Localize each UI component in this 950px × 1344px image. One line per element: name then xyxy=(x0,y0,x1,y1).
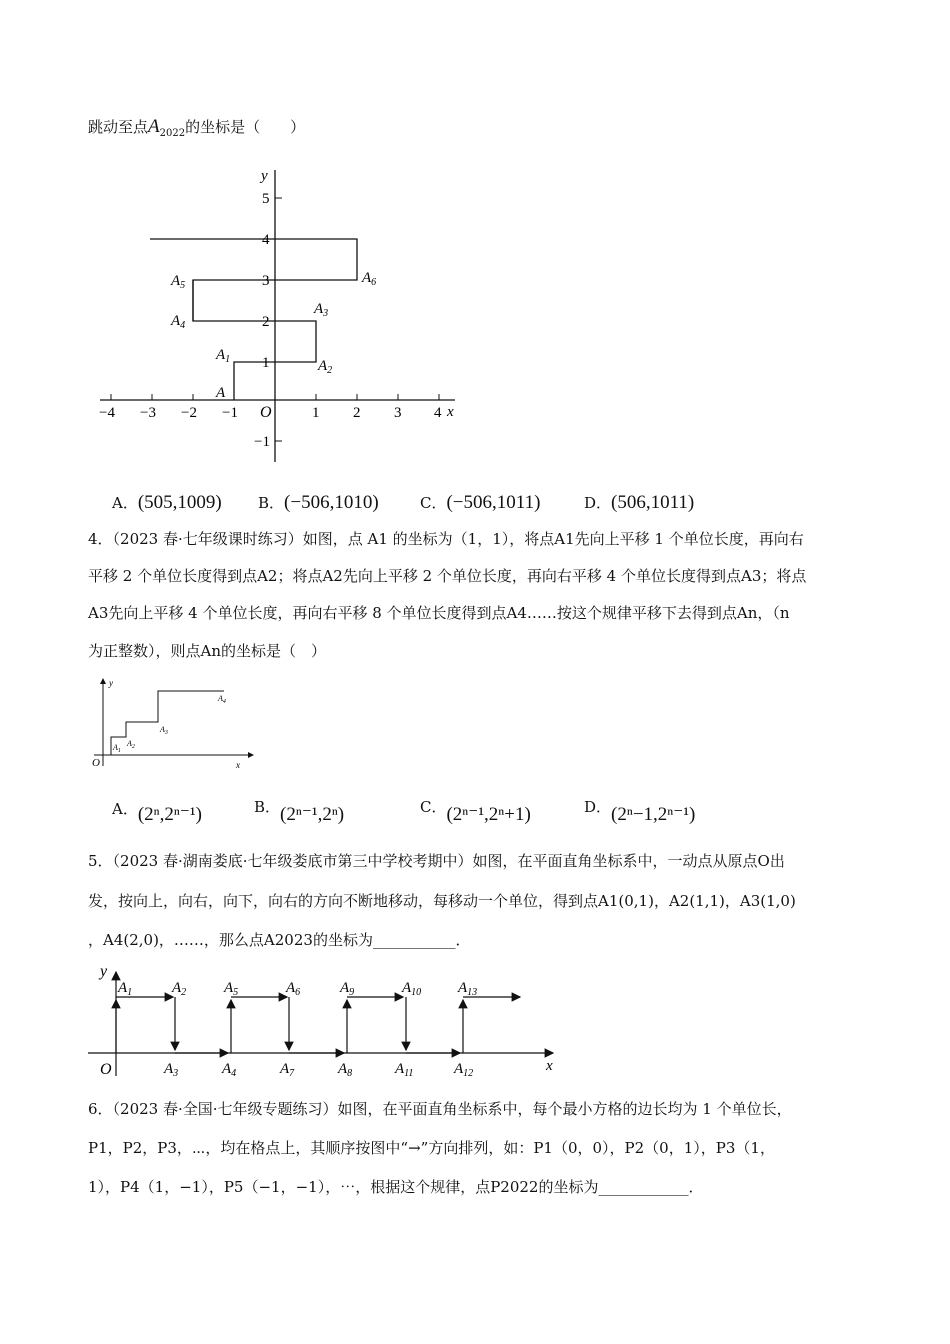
option-letter: A． xyxy=(112,494,138,512)
q5-line-3: ，A4(2,0)，……，那么点A2023的坐标为___________． xyxy=(88,931,471,949)
q5-figure xyxy=(88,960,568,1082)
q4-label-A2: $A_2$ xyxy=(127,739,135,750)
q5-label-A8: $A_8$ xyxy=(338,1061,353,1079)
q3-x-tick: 4 xyxy=(434,405,442,421)
option-value: (2ⁿ⁻¹,2ⁿ+1) xyxy=(446,804,531,825)
q3-y-tick: 4 xyxy=(262,232,270,248)
option-value: (506,1011) xyxy=(611,492,695,513)
q5-label-A7: $A_7$ xyxy=(280,1061,295,1079)
q5-label-A2: $A_2$ xyxy=(172,980,187,998)
q3-y-tick: 3 xyxy=(262,273,270,289)
q3-stem-suffix: 的坐标是（ ） xyxy=(185,118,306,136)
q3-y-tick: 1 xyxy=(262,355,270,371)
option-value: (2ⁿ,2ⁿ⁻¹) xyxy=(137,804,202,825)
q3-x-axis-label: x xyxy=(447,404,454,420)
q3-stem-prefix: 跳动至点 xyxy=(88,118,149,136)
q5-label-A11: $A_{11}$ xyxy=(395,1061,414,1079)
q3-x-tick: 3 xyxy=(394,405,402,421)
q3-label-A5: $A_5$ xyxy=(171,273,186,291)
q5-origin: O xyxy=(100,1061,112,1078)
q3-y-tick: 5 xyxy=(262,191,270,207)
q5-label-A10: $A_{10}$ xyxy=(402,980,422,998)
q6-line-2: P1，P2，P3，⋯，均在格点上，其顺序按图中“→”方向排列，如：P1（0，0），P2（0，1），P3（1， xyxy=(88,1139,775,1157)
q3-label-A: A xyxy=(216,385,226,401)
q3-option-c[interactable] xyxy=(420,492,540,514)
q4-option-d[interactable] xyxy=(584,795,696,825)
q3-option-d[interactable] xyxy=(584,492,694,514)
q5-x-axis-label: x xyxy=(546,1058,553,1074)
q4-option-c[interactable] xyxy=(420,795,531,825)
q5-line-1: 5．（2023 春·湖南娄底·七年级娄底市第三中学校考期中）如图，在平面直角坐标系中，一动点从原点O出 xyxy=(88,852,785,870)
option-letter: B． xyxy=(254,798,281,816)
q3-option-a[interactable] xyxy=(112,492,222,514)
q4-option-b[interactable] xyxy=(254,795,345,825)
q3-x-tick: −1 xyxy=(222,405,238,421)
option-letter: D． xyxy=(584,798,612,816)
q3-x-tick: −3 xyxy=(140,405,156,421)
q6-line-1: 6．（2023 春·全国·七年级专题练习）如图，在平面直角坐标系中，每个最小方格的边长均为 1 个单位长， xyxy=(88,1100,792,1118)
q5-y-axis-label: y xyxy=(100,963,108,980)
q4-line-2: 平移 2 个单位长度得到点A2；将点A2先向上平移 2 个单位长度，再向右平移 4 个单位长度得到点A3；将点 xyxy=(88,567,807,585)
q4-label-A3: $A_3$ xyxy=(160,725,168,736)
q3-origin: O xyxy=(260,404,272,421)
q4-y-axis-label: y xyxy=(109,678,113,688)
q3-x-tick: 1 xyxy=(312,405,320,421)
q5-label-A9: $A_9$ xyxy=(340,980,355,998)
q4-line-1: 4．（2023 春·七年级课时练习）如图，点 A1 的坐标为（1，1），将点A1先向上平移 1 个单位长度，再向右 xyxy=(88,530,804,548)
q3-point-letter: A xyxy=(148,116,160,137)
option-value: (−506,1011) xyxy=(446,492,541,513)
q3-label-A2: $A_2$ xyxy=(318,358,333,376)
option-letter: B． xyxy=(258,494,285,512)
option-letter: C． xyxy=(420,494,447,512)
q3-label-A1: $A_1$ xyxy=(216,347,231,365)
q5-label-A3: $A_3$ xyxy=(164,1061,179,1079)
q3-stem xyxy=(88,116,305,145)
q3-x-tick: 2 xyxy=(353,405,361,421)
q3-x-tick: −4 xyxy=(99,405,115,421)
q5-label-A1: $A_1$ xyxy=(118,980,133,998)
option-value: (2ⁿ−1,2ⁿ⁻¹) xyxy=(611,804,696,825)
q4-line-3: A3先向上平移 4 个单位长度，再向右平移 8 个单位长度得到点A4……按这个规律平移下去得到点An，（n xyxy=(88,604,790,622)
q3-option-b[interactable] xyxy=(258,492,379,514)
option-value: (505,1009) xyxy=(137,492,222,513)
option-value: (2ⁿ⁻¹,2ⁿ) xyxy=(280,804,345,825)
q5-label-A12: $A_{12}$ xyxy=(454,1061,474,1079)
q6-line-3: 1），P4（1，−1），P5（−1，−1），⋯，根据这个规律，点P2022的坐标为____________． xyxy=(88,1178,704,1196)
q3-y-tick: 2 xyxy=(262,314,270,330)
option-letter: D． xyxy=(584,494,612,512)
q3-label-A3: $A_3$ xyxy=(314,301,329,319)
q3-point-sub: 2022 xyxy=(159,128,186,139)
q5-label-A13: $A_{13}$ xyxy=(458,980,478,998)
q5-label-A4: $A_4$ xyxy=(222,1061,237,1079)
q4-line-4: 为正整数），则点An的坐标是（ ） xyxy=(88,642,326,660)
q4-label-A1: $A_1$ xyxy=(113,743,121,754)
q5-label-A5: $A_5$ xyxy=(224,980,239,998)
q3-y-axis-label: y xyxy=(261,168,268,184)
q4-figure xyxy=(88,674,258,770)
option-letter: C． xyxy=(420,798,447,816)
q3-label-A4: $A_4$ xyxy=(171,313,186,331)
q3-y-tick: −1 xyxy=(254,434,270,450)
q4-x-axis-label: x xyxy=(236,760,240,770)
q4-origin: O xyxy=(92,757,100,769)
q3-label-A6: $A_6$ xyxy=(362,270,377,288)
q3-x-tick: −2 xyxy=(181,405,197,421)
option-value: (−506,1010) xyxy=(284,492,379,513)
q5-label-A6: $A_6$ xyxy=(286,980,301,998)
q4-option-a[interactable] xyxy=(112,797,202,825)
q3-figure xyxy=(90,160,470,470)
q4-label-A4: $A_4$ xyxy=(218,694,226,705)
option-letter: A． xyxy=(112,800,138,818)
q5-line-2: 发，按向上，向右，向下，向右的方向不断地移动，每移动一个单位，得到点A1(0,1)，A2(1,1)，A3(1,0) xyxy=(88,892,796,910)
